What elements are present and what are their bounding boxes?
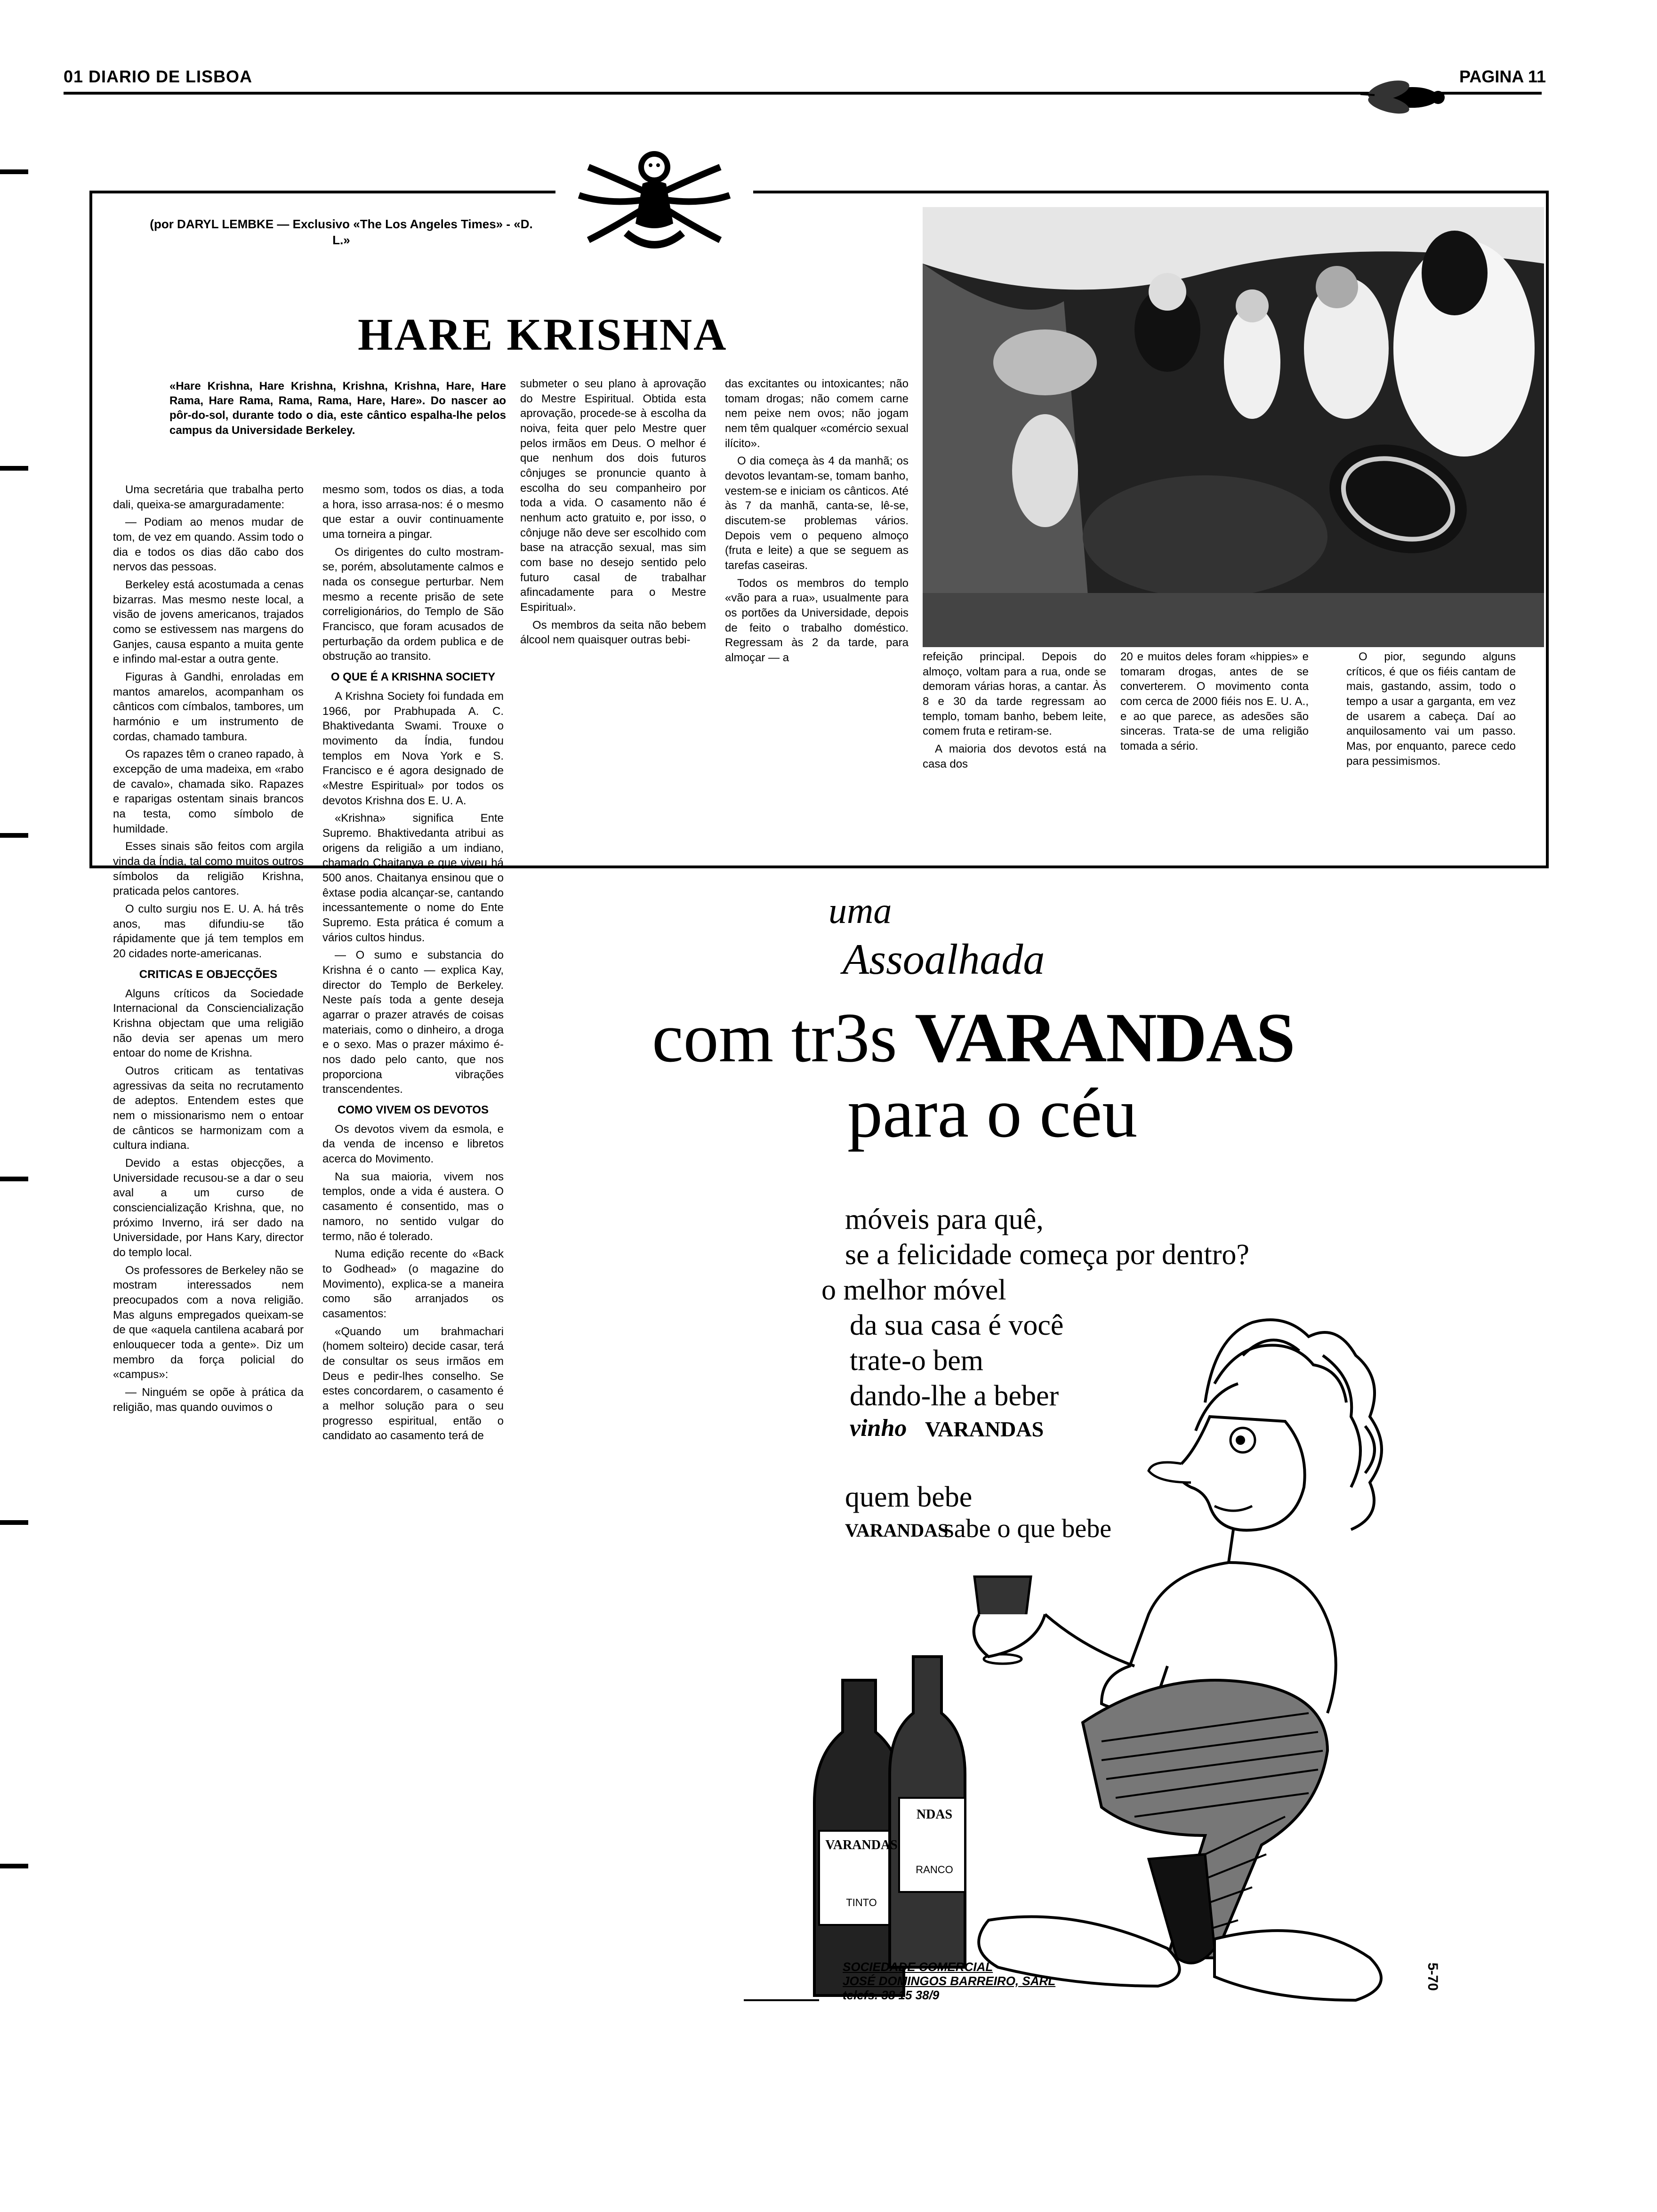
article-column-6 <box>1120 649 1309 757</box>
ad-headline-line2: para o céu <box>847 1074 1138 1152</box>
paragraph: 20 e muitos deles foram «hippies» e tomaram drogas, antes de se converterem. O movimento conta com cerca de 2000 fiéis nos E. U. A., e ao que parece, as adesões são sinceras. Trata-se de uma religião tomada a sério. <box>1120 650 1309 753</box>
margin-mark <box>0 1177 28 1181</box>
ad-assoalhada: Assoalhada <box>843 935 1045 983</box>
article-column-7 <box>1346 649 1516 771</box>
article-column-2 <box>322 482 504 1446</box>
paragraph: «Quando um brahmachari (homem solteiro) decide casar, terá de consultar os seus irmãos em Deus e pedir-lhes conselho. Se estes concordarem, o casamento é a melhor solução para o seu progresso espiritual, então o candidato ao casamento terá de <box>322 1325 504 1443</box>
paragraph: Os dirigentes do culto mostram-se, porém, absolutamente calmos e nada os consegue perturbar. Nem mesmo a recente prisão de sete correligionários, do Templo de São Francisco, que foram acusados de perturbação da ordem publica e de obstrução ao transito. <box>322 545 504 663</box>
paragraph: Esses sinais são feitos com argila vinda da Índia, tal como muitos outros símbolos da religião Krishna, praticada pelos cantores. <box>113 840 304 898</box>
paragraph: A maioria dos devotos está na casa dos <box>923 743 1106 770</box>
top-rule <box>64 92 1542 95</box>
paragraph: Figuras à Gandhi, enroladas em mantos amarelos, acompanham os cânticos com címbalos, tambores, um harmónio e um instrumento de cordas, chamado tambura. <box>113 671 304 743</box>
ad-vinho-label: vinho <box>850 1415 907 1442</box>
margin-mark <box>0 169 28 174</box>
article-column-3 <box>520 377 706 650</box>
article-lead: «Hare Krishna, Hare Krishna, Krishna, Krishna, Hare, Hare Rama, Hare Rama, Rama, Rama, Hare, Hare». Do nascer ao pôr-do-sol, durante todo o dia, este cântico espalha-lhe pelos campus da Universidade Berkeley. <box>169 380 506 437</box>
ad-copy-line: móveis para quê, <box>845 1203 1044 1235</box>
masthead-page-number: PAGINA 11 <box>1459 67 1546 86</box>
krishna-idol-icon <box>555 139 753 261</box>
bottle-label-tinto: TINTO <box>846 1897 877 1908</box>
margin-mark <box>0 1520 28 1525</box>
subheading-como-vivem: COMO VIVEM OS DEVOTOS <box>338 1104 489 1116</box>
margin-mark <box>0 833 28 838</box>
ad-copy-line: o melhor móvel <box>821 1274 1006 1306</box>
paragraph: Todos os membros do templo «vão para a rua», usualmente para os portões da Universidade, depois de feito o trabalho doméstico. Regressam às 2 da tarde, para almoçar — a <box>725 577 909 665</box>
paragraph: Devido a estas objecções, a Universidade recusou-se a dar o seu aval a um curso de consciencialização Krishna, que, no próximo Inverno, irá ser dado na Universidade, por Hans Kary, director do templo local. <box>113 1157 304 1259</box>
ad-copy-line: da sua casa é você <box>850 1309 1064 1341</box>
bottle-label-varandas: VARANDAS <box>825 1838 898 1852</box>
ad-copy-line: trate-o bem <box>850 1345 984 1377</box>
paragraph: Os membros da seita não bebem álcool nem quaisquer outras bebi- <box>520 618 706 647</box>
paragraph: — Podiam ao menos mudar de tom, de vez em quando. Assim todo o dia e todos os dias dão cabo dos nervos das pessoas. <box>113 516 304 574</box>
paragraph: «Krishna» significa Ente Supremo. Bhaktivedanta atribui as origens da religião a um indiano, chamado Chaitanya e que viveu há 500 anos. Chaitanya ensinou que o êxtase podia alcançar-se, cantando incessantemente o nome do Ente Supremo. Esta prática é comum a vários cultos hindus. <box>322 812 504 944</box>
paragraph: Na sua maioria, vivem nos templos, onde a vida é austera. O casamento é consentido, mas o namoro, no sentido vulgar do termo, não é tolerado. <box>322 1170 504 1243</box>
subheading-krishna-society: O QUE É A KRISHNA SOCIETY <box>330 671 496 684</box>
paragraph: Numa edição recente do «Back to Godhead» (o magazine do Movimento), explica-se a maneira como são arranjados os casamentos: <box>322 1248 504 1320</box>
company-phone: telefs. 38 15 38/9 <box>843 1988 940 2002</box>
paragraph: Os devotos vivem da esmola, e da venda de incenso e libretos acerca do Movimento. <box>322 1122 504 1166</box>
margin-mark <box>0 1864 28 1868</box>
fly-icon <box>1360 72 1450 119</box>
article-column-1 <box>113 482 304 1418</box>
ad-copy-line: se a felicidade começa por dentro? <box>845 1239 1249 1271</box>
ad-vinho-brand: VARANDAS <box>925 1417 1044 1441</box>
ad-slogan-rest: sabe o que bebe <box>944 1514 1112 1543</box>
ad-code: 5-70 <box>1425 1963 1440 1991</box>
ad-quem-bebe: quem bebe <box>845 1481 973 1513</box>
ad-copy-line: dando-lhe a beber <box>850 1380 1059 1412</box>
paragraph: Os rapazes têm o craneo rapado, à excepção de uma madeixa, em «rabo de cavalo», chamada siko. Rapazes e raparigas ostentam sinais brancos na testa, como símbolo de humildade. <box>113 748 304 835</box>
masthead-newspaper-name: 01 DIARIO DE LISBOA <box>64 67 253 86</box>
paragraph: Uma secretária que trabalha perto dali, queixa-se amarguradamente: <box>113 483 304 511</box>
company-line: SOCIEDADE COMERCIAL <box>843 1960 993 1974</box>
paragraph: Alguns críticos da Sociedade Internacional da Consciencialização Krishna objectam que uma religião não devia ser apenas um mero entoar do nome de Krishna. <box>113 987 304 1060</box>
margin-mark <box>0 466 28 471</box>
article-headline: HARE KRISHNA <box>358 309 728 360</box>
company-line: JOSÉ DOMINGOS BARREIRO, SARL <box>843 1973 1056 1988</box>
bottle2-type: RANCO <box>916 1864 953 1875</box>
devotees-photo <box>923 207 1544 647</box>
hippie-with-wine-illustration <box>744 1308 1440 2033</box>
ad-uma: uma <box>828 890 892 931</box>
ad-slogan-brand: VARANDAS <box>845 1520 949 1541</box>
paragraph: Berkeley está acostumada a cenas bizarras. Mas mesmo neste local, a visão de jovens americanos, trajados como se estivessem nas margens do Ganjes, causa espanto a muita gente e infindo mal-estar a outra gente. <box>113 578 304 666</box>
paragraph: submeter o seu plano à aprovação do Mestre Espiritual. Obtida esta aprovação, procede-se à escolha da noiva, feita quer pelo Mestre quer pelos irmãos em Deus. O melhor é que nenhum dos dois futuros cônjuges se pronuncie quanto à escolha do seu companheiro por toda a vida. O casamento não é nenhum acto gratuito e, por isso, o cônjuge não deve ser escolhido com base na atracção sexual, mas sim com base no desejo sentido pelo futuro casal de trabalhar afincadamente para o Mestre Espiritual». <box>520 377 706 614</box>
article-byline: (por DARYL LEMBKE — Exclusivo «The Los Angeles Times» - «D. L.» <box>150 217 533 247</box>
paragraph: refeição principal. Depois do almoço, voltam para a rua, onde se demoram várias horas, a cantar. Às 8 e 30 da tarde regressam ao templo, tomam banho, bebem leite, comem fruta e retiram-se. <box>923 650 1106 738</box>
article-column-4 <box>725 377 909 668</box>
paragraph: O pior, segundo alguns críticos, é que os fiéis cantam de mais, gastando, assim, todo o tempo a usar a garganta, em vez de usarem a cabeça. Daí ao anquilosamento vai um passo. Mas, por enquanto, parece cedo para pessimismos. <box>1346 650 1516 768</box>
paragraph: O culto surgiu nos E. U. A. há três anos, mas difundiu-se tão rápidamente que já tem templos em 20 cidades norte-americanas. <box>113 903 304 961</box>
paragraph: das excitantes ou intoxicantes; não tomam drogas; não comem carne nem peixe nem ovos; não jogam nem têm qualquer «comércio sexual ilícito». <box>725 377 909 450</box>
paragraph: O dia começa às 4 da manhã; os devotos levantam-se, tomam banho, vestem-se e iniciam os cânticos. Até às 7 da manhã, canta-se, lê-se, discutem-se problemas vários. Depois vem o pequeno almoço (fruta e leite) a que se seguem as tarefas caseiras. <box>725 455 909 572</box>
paragraph: — O sumo e substancia do Krishna é o canto — explica Kay, director do Templo de Berkeley. Neste país toda a gente deseja agarrar o prazer através de coisas materiais, como o dinheiro, a droga e o sexo. Mas o prazer máximo é-nos dado pelo canto, que nos proporciona vibrações transcendentes. <box>322 949 504 1096</box>
ad-headline-brand: VARANDAS <box>915 999 1295 1077</box>
ad-headline <box>652 999 1295 1077</box>
paragraph: A Krishna Society foi fundada em 1966, por Prabhupada A. C. Bhaktivedanta Swami. Trouxe o movimento da Índia, fundou templos em Nova York e S. Francisco e é agora designado de «Mestre Espiritual» por todos os devotos Krishna dos E. U. A. <box>322 689 504 807</box>
paragraph: Os professores de Berkeley não se mostram interessados nem preocupados com a nova religião. Mas alguns empregados queixam-se de que «aquela cantilena acabará por enlouquecer toda a gente». Diz um membro da força policial do «campus»: <box>113 1264 304 1381</box>
paragraph: mesmo som, todos os dias, a toda a hora, isso arrasa-nos: é o mesmo que estar a ouvir continuamente uma torneira a pingar. <box>322 483 504 541</box>
paragraph: — Ninguém se opõe à prática da religião, mas quando ouvimos o <box>113 1386 304 1414</box>
subheading-criticas: CRITICAS E OBJECÇÕES <box>139 968 278 981</box>
bottle2-label: NDAS <box>916 1807 953 1822</box>
advertiser-company <box>843 1960 1055 2003</box>
ad-headline-prefix: com tr3s <box>652 999 897 1077</box>
paragraph: Outros criticam as tentativas agressivas da seita no recrutamento de adeptos. Entendem estes que nem o missionarismo nem o entoar de cânticos se harmonizam com a cultura indiana. <box>113 1064 304 1152</box>
article-column-5 <box>923 649 1106 774</box>
